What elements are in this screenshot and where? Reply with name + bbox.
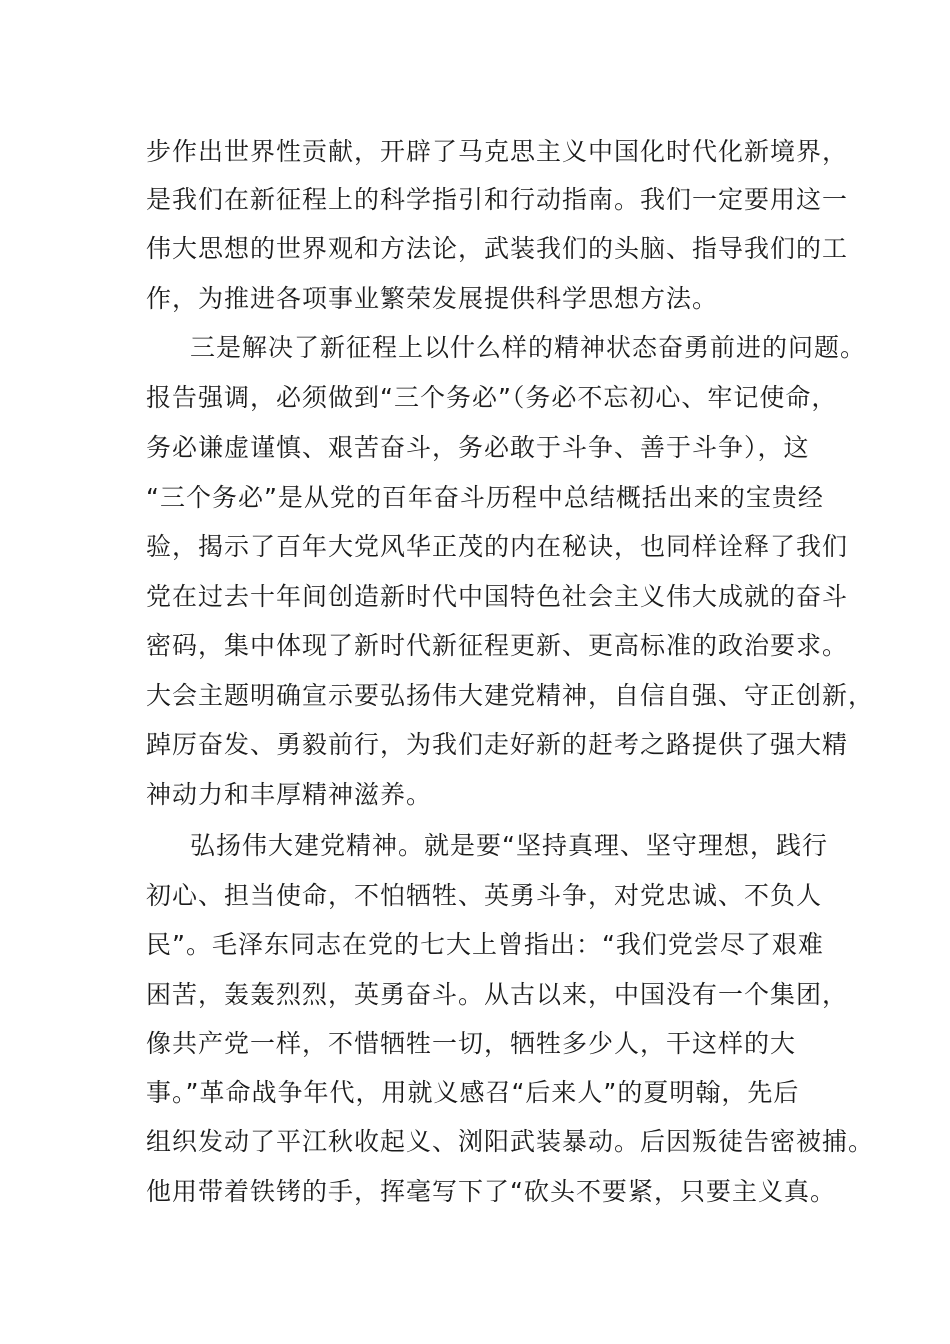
text-line: 像共产党一样，不惜牺牲一切，牺牲多少人，干这样的大 [146,1029,797,1058]
text-line: 密码，集中体现了新时代新征程更新、更高标准的政治要求。 [146,631,849,660]
text-line: “三个务必”是从党的百年奋斗历程中总结概括出来的宝贵经 [146,483,824,512]
text-line: 是我们在新征程上的科学指引和行动指南。我们一定要用这一 [146,185,849,214]
text-line: 党在过去十年间创造新时代中国特色社会主义伟大成就的奋斗 [146,582,849,611]
text-line: 他用带着铁铐的手，挥毫写下了“砍头不要紧，只要主义真。 [146,1177,836,1206]
text-line: 务必谦虚谨慎、艰苦奋斗，务必敢于斗争、善于斗争），这 [146,433,810,462]
text-line: 民”。毛泽东同志在党的七大上曾指出：“我们党尝尽了艰难 [146,930,824,959]
text-line: 困苦，轰轰烈烈，英勇奋斗。从古以来，中国没有一个集团， [146,980,849,1009]
paragraph-start-line: 弘扬伟大建党精神。就是要“坚持真理、坚守理想，践行 [190,831,828,860]
text-line: 神动力和丰厚精神滋养。 [146,780,433,809]
paragraph-start-line: 三是解决了新征程上以什么样的精神状态奋勇前进的问题。 [190,333,867,362]
text-line: 组织发动了平江秋收起义、浏阳武装暴动。后因叛徒告密被捕。 [146,1127,875,1156]
text-line: 事。”革命战争年代，用就义感召“后来人”的夏明翰，先后 [146,1078,800,1107]
text-line: 作，为推进各项事业繁荣发展提供科学思想方法。 [146,284,719,313]
text-line: 初心、担当使命，不怕牺牲、英勇斗争，对党忠诚、不负人 [146,881,823,910]
text-line: 步作出世界性贡献，开辟了马克思主义中国化时代化新境界， [146,137,849,166]
text-line: 报告强调，必须做到“三个务必”（务必不忘初心、牢记使命， [146,383,838,412]
text-line: 踔厉奋发、勇毅前行，为我们走好新的赶考之路提供了强大精 [146,730,849,759]
text-line: 伟大思想的世界观和方法论，武装我们的头脑、指导我们的工 [146,234,849,263]
text-line: 大会主题明确宣示要弘扬伟大建党精神，自信自强、守正创新， [146,681,875,710]
text-line: 验，揭示了百年大党风华正茂的内在秘诀，也同样诠释了我们 [146,532,849,561]
